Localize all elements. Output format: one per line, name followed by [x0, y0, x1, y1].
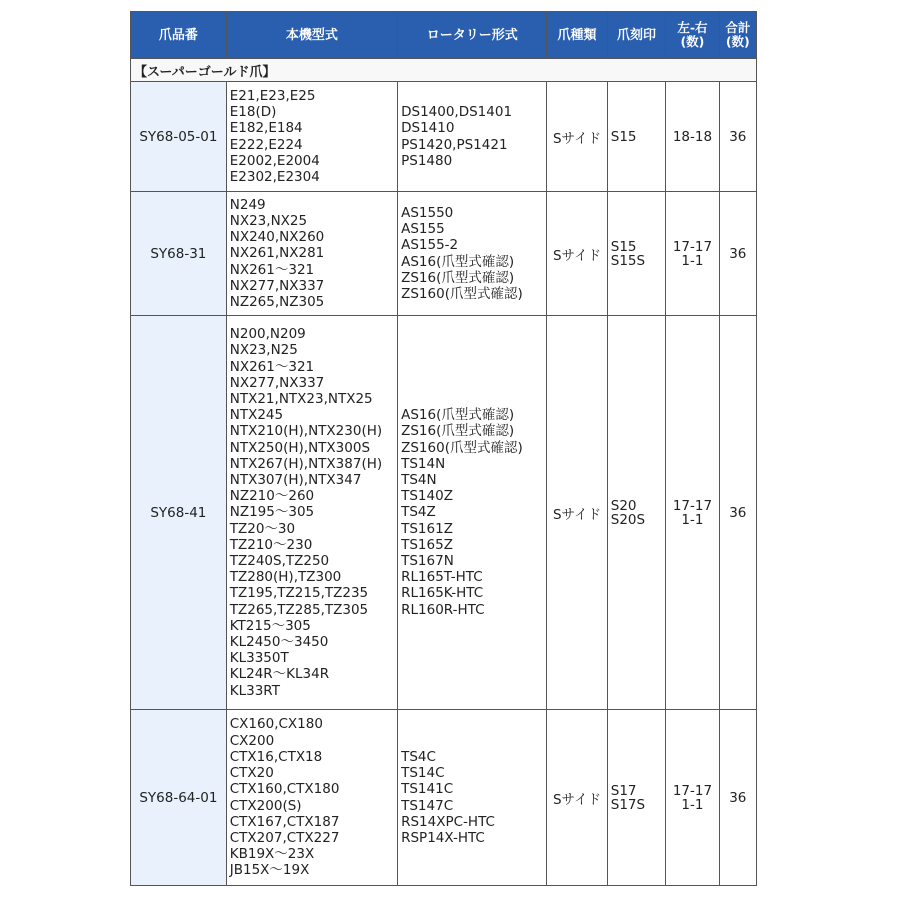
parts-table [130, 11, 757, 886]
model-line: E2302,E2304 [229, 168, 320, 185]
model-line: NTX245 [229, 407, 284, 424]
table-row [131, 710, 757, 886]
left-right-cell [666, 316, 719, 710]
stamp-line: S20 [610, 497, 637, 514]
model-line: NTX210(H),NTX230(H) [229, 423, 383, 440]
header-total-line1: 合計 [725, 20, 751, 35]
stamp-line: S20S [610, 511, 646, 528]
model-line: CTX167,CTX187 [229, 813, 340, 830]
rotary-line: TS4Z [401, 504, 436, 521]
rotary-line: TS147C [401, 797, 454, 814]
rotary-line: TS4C [401, 748, 436, 765]
claw-type-cell: Sサイド [547, 710, 607, 886]
table-row [131, 316, 757, 710]
rotary-line: AS16(爪型式確認) [401, 407, 515, 424]
left-right-line: 17-17 [672, 238, 713, 255]
total-cell: 36 [719, 82, 756, 192]
header-left-right [666, 12, 719, 59]
model-line: N200,N209 [229, 326, 306, 343]
rotary-line: TS161Z [401, 520, 453, 537]
model-line: NTX307(H),NTX347 [229, 471, 362, 488]
header-type: 爪種類 [547, 12, 607, 59]
part-number-cell: SY68-41 [131, 316, 227, 710]
rotary-line: TS14N [401, 455, 446, 472]
header-total-line2: (数) [725, 34, 750, 49]
model-line: CX200 [229, 732, 275, 749]
left-right-line: 1-1 [681, 252, 704, 269]
total-cell: 36 [719, 710, 756, 886]
total-cell: 36 [719, 316, 756, 710]
model-line: KL3350T [229, 650, 289, 667]
rotary-line: TS140Z [401, 488, 453, 505]
part-number-cell: SY68-05-01 [131, 82, 227, 192]
left-right-cell [666, 192, 719, 316]
table-body [131, 59, 757, 886]
left-right-line: 17-17 [672, 782, 713, 799]
rotary-line: ZS16(爪型式確認) [401, 269, 515, 286]
rotary-line: DS1410 [401, 120, 455, 137]
rotary-line: TS141C [401, 781, 454, 798]
part-number-cell: SY68-64-01 [131, 710, 227, 886]
left-right-line: 1-1 [681, 796, 704, 813]
model-line: NTX21,NTX23,NTX25 [229, 390, 373, 407]
rotary-line: ZS16(爪型式確認) [401, 423, 515, 440]
table-row [131, 192, 757, 316]
model-line: E18(D) [229, 104, 277, 121]
rotary-line: PS1420,PS1421 [401, 136, 508, 153]
rotary-line: TS167N [401, 553, 454, 569]
rotary-cell [398, 192, 547, 316]
claw-stamp-cell [607, 192, 665, 316]
left-right-cell [666, 710, 719, 886]
model-line: E222,E224 [229, 136, 303, 153]
stamp-line: S17S [610, 796, 646, 813]
left-right-line: 17-17 [672, 497, 713, 514]
models-cell [226, 316, 397, 710]
rotary-line: TS4N [401, 471, 437, 488]
table-row [131, 82, 757, 192]
rotary-line: TS14C [401, 765, 445, 782]
model-line: NX261,NX281 [229, 245, 325, 262]
rotary-line: AS16(爪型式確認) [401, 253, 515, 270]
model-line: TZ20～30 [229, 520, 296, 537]
rotary-cell [398, 710, 547, 886]
model-line: KB19X～23X [229, 846, 315, 863]
model-line: NX261～321 [229, 261, 315, 278]
header-part-no: 爪品番 [131, 12, 227, 59]
rotary-line: RL165T-HTC [401, 569, 483, 586]
model-line: KL2450～3450 [229, 634, 329, 651]
rotary-line: RS14XPC-HTC [401, 813, 495, 830]
model-line: N249 [229, 196, 266, 213]
model-line: NX240,NX260 [229, 229, 325, 246]
section-label: 【スーパーゴールド爪】 [131, 59, 757, 82]
left-right-line: 18-18 [672, 128, 713, 145]
model-line: NX23,N25 [229, 342, 298, 359]
header-stamp: 爪刻印 [607, 12, 665, 59]
rotary-line: PS1480 [401, 152, 453, 169]
rotary-line: TS165Z [401, 536, 453, 553]
header-models: 本機型式 [226, 12, 397, 59]
rotary-cell [398, 82, 547, 192]
header-total [719, 12, 756, 59]
rotary-line: AS1550 [401, 204, 454, 221]
model-line: TZ280(H),TZ300 [229, 569, 342, 586]
model-line: TZ210～230 [229, 536, 313, 553]
model-line: NX261～321 [229, 358, 315, 375]
model-line: E2002,E2004 [229, 152, 320, 169]
model-line: NZ265,NZ305 [229, 294, 325, 310]
model-line: NX277,NX337 [229, 374, 325, 391]
stamp-line: S15S [610, 252, 646, 269]
models-cell [226, 82, 397, 192]
model-line: CTX207,CTX227 [229, 829, 340, 846]
model-line: NTX267(H),NTX387(H) [229, 455, 383, 472]
claw-type-cell: Sサイド [547, 82, 607, 192]
rotary-line: RL165K-HTC [401, 585, 484, 602]
stamp-line: S17 [610, 782, 637, 799]
model-line: KL33RT [229, 682, 280, 699]
model-line: TZ265,TZ285,TZ305 [229, 601, 369, 618]
model-line: CTX160,CTX180 [229, 781, 340, 798]
left-right-cell [666, 82, 719, 192]
model-line: CTX20 [229, 765, 274, 782]
header-row [131, 12, 757, 59]
claw-stamp-cell [607, 710, 665, 886]
model-line: CX160,CX180 [229, 716, 323, 733]
rotary-cell [398, 316, 547, 710]
rotary-line: AS155 [401, 221, 445, 238]
model-line: KL24R～KL34R [229, 666, 330, 683]
total-cell: 36 [719, 192, 756, 316]
part-number-cell: SY68-31 [131, 192, 227, 316]
rotary-line: ZS160(爪型式確認) [401, 285, 523, 302]
header-left-right-line2: (数) [680, 34, 705, 49]
model-line: CTX200(S) [229, 797, 302, 814]
header-rotary: ロータリー形式 [398, 12, 547, 59]
rotary-line: ZS160(爪型式確認) [401, 439, 523, 456]
claw-stamp-cell [607, 316, 665, 710]
section-row [131, 59, 757, 82]
models-cell [226, 192, 397, 316]
claw-type-cell: Sサイド [547, 192, 607, 316]
model-line: NTX250(H),NTX300S [229, 439, 371, 456]
left-right-line: 1-1 [681, 511, 704, 528]
stamp-line: S15 [610, 128, 637, 145]
rotary-line: RL160R-HTC [401, 601, 485, 618]
models-cell [226, 710, 397, 886]
model-line: NZ210～260 [229, 488, 315, 505]
model-line: E182,E184 [229, 120, 303, 137]
model-line: NX277,NX337 [229, 277, 325, 294]
model-line: TZ195,TZ215,TZ235 [229, 585, 369, 602]
rotary-line: AS155-2 [401, 237, 459, 254]
claw-type-cell: Sサイド [547, 316, 607, 710]
model-line: TZ240S,TZ250 [229, 553, 330, 569]
rotary-line: DS1400,DS1401 [401, 104, 513, 121]
model-line: KT215～305 [229, 617, 311, 634]
claw-stamp-cell [607, 82, 665, 192]
model-line: JB15X～19X [229, 862, 310, 879]
stamp-line: S15 [610, 238, 637, 255]
model-line: NZ195～305 [229, 504, 315, 521]
model-line: E21,E23,E25 [229, 87, 316, 104]
header-left-right-line1: 左-右 [677, 20, 708, 35]
rotary-line: RSP14X-HTC [401, 829, 485, 846]
model-line: NX23,NX25 [229, 212, 308, 229]
model-line: CTX16,CTX18 [229, 748, 323, 765]
